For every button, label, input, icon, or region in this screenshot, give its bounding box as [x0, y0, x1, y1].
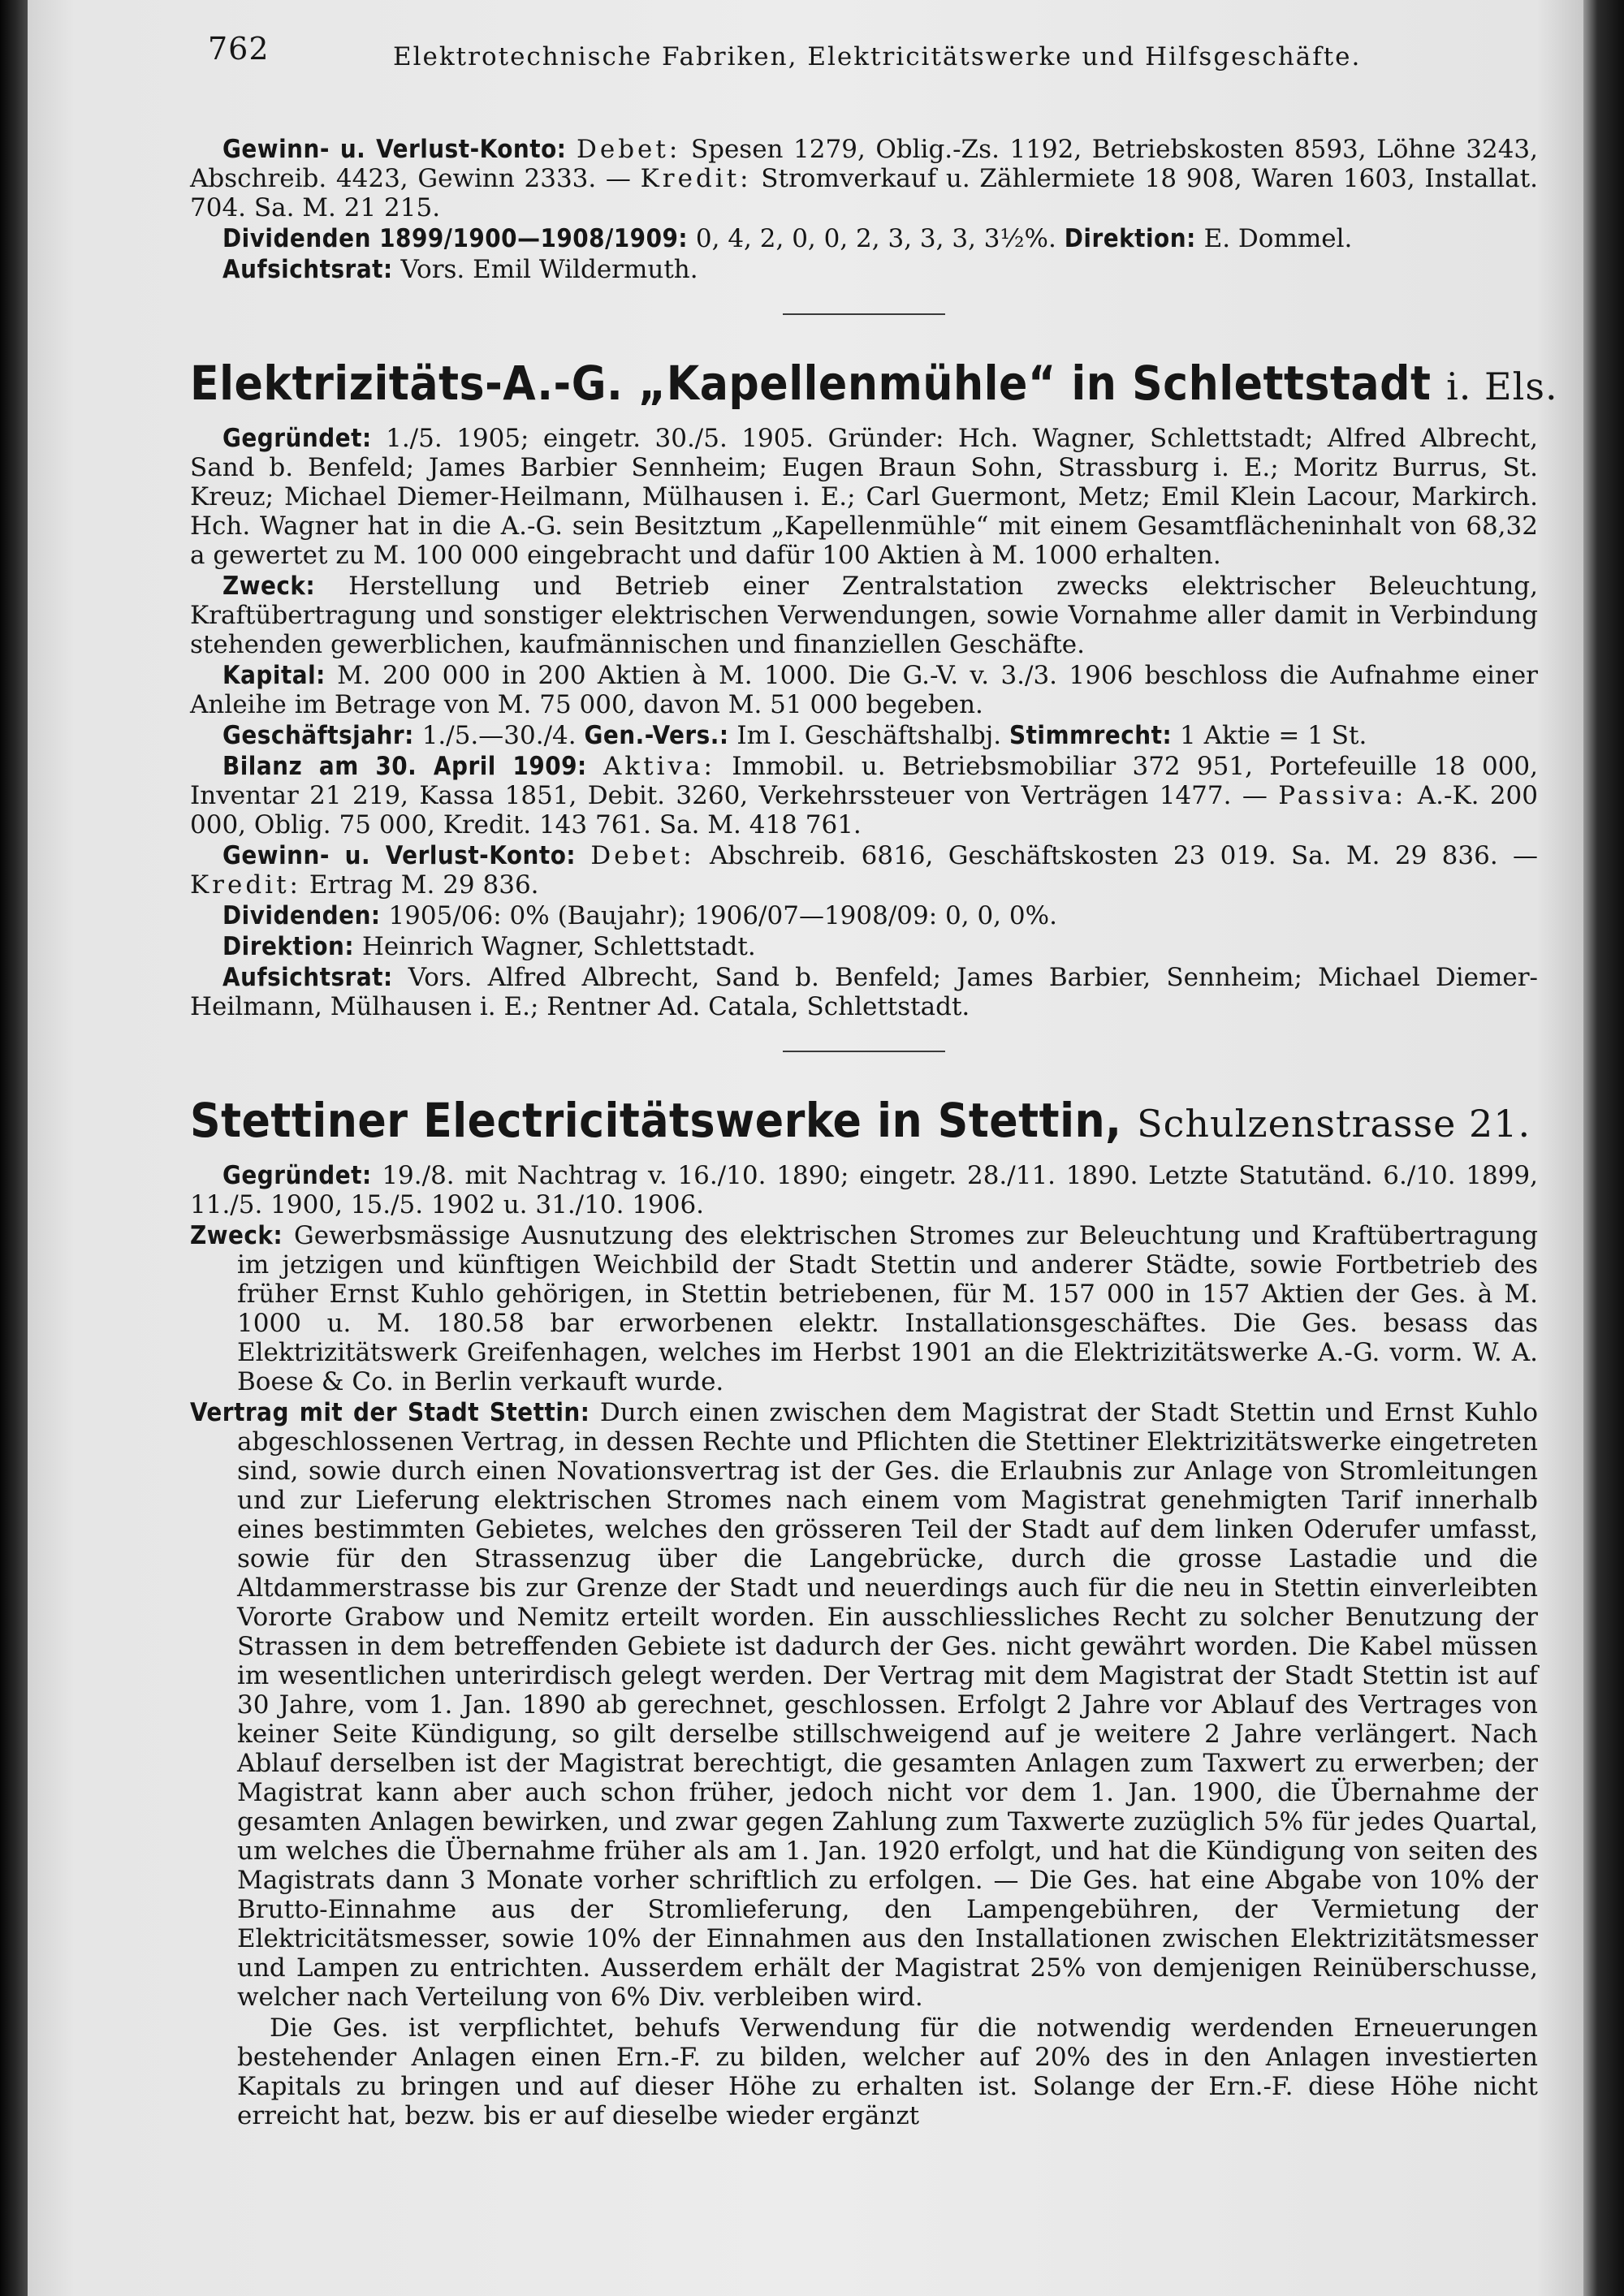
founded-label: Gegründet: — [222, 1161, 372, 1190]
balance-sheet — [190, 752, 1538, 839]
profit-loss-account — [190, 841, 1538, 900]
direction-label: Direktion: — [222, 932, 354, 961]
supervisory-board — [190, 963, 1538, 1021]
fiscal-year — [190, 721, 1538, 750]
dividends-label: Dividenden 1899/1900—1908/1909: — [222, 224, 689, 253]
capital-label: Kapital: — [222, 661, 326, 690]
purpose — [190, 572, 1538, 659]
company-entry-stettin — [190, 1094, 1538, 2130]
founded-text: 1./5. 1905; eingetr. 30./5. 1905. Gründer: Hch. Wagner, Schlettstadt; Alfred Albrecht, Sand b. Benfeld; James Barbier Sennheim; Eugen Braun Sohn, Strassburg i. E.; Moritz Burrus, St. Kreuz; Michael Diemer-Heilmann, Mülhausen i. E.; Carl Guermont, Metz; Emil Klein Lacour, Markirch. Hch. Wagner hat in die A.-G. sein Besitztum „Kapellenmühle“ mit einem Gesamtflächeninhalt von 68,32 a gewertet zu M. 100 000 eingebracht und dafür 100 Aktien à M. 1000 erhalten. — [190, 424, 1538, 570]
contract-label: Vertrag mit der Stadt Stettin: — [190, 1398, 590, 1427]
page-content — [190, 31, 1558, 2132]
renewal-fund-paragraph: Die Ges. ist verpflichtet, behufs Verwendung für die notwendig werdenden Erneuerungen bestehender Anlagen einen Ern.-F. zu bilden, welcher auf 20% des in den Anlagen investierten Kapitals zu bringen und auf dieser Höhe zu erhalten ist. Solange der Ern.-F. diese Höhe nicht erreicht hat, bezw. bis er auf dieselbe wieder ergänzt — [237, 2013, 1538, 2130]
running-head — [190, 31, 1538, 81]
supervisory-board-text: Vors. Emil Wildermuth. — [400, 255, 698, 284]
assets-text: Immobil. u. Betriebsmobiliar 372 951, Portefeuille 18 000, Inventar 21 219, Kassa 1851, Debit. 3260, Verkehrssteuer von Verträgen 1477. — — [190, 752, 1538, 810]
founded — [190, 1161, 1538, 1219]
liabilities-label: Passiva: — [1278, 781, 1407, 810]
purpose — [190, 1221, 1538, 1396]
founded-label: Gegründet: — [222, 424, 372, 453]
company-name: Elektrizitäts-A.-G. „Kapellenmühle“ in Schlettstadt — [190, 356, 1432, 411]
company-heading — [190, 1094, 1538, 1150]
dividends-text: 1905/06: 0% (Baujahr); 1906/07—1908/09: 0, 0, 0%. — [388, 901, 1057, 930]
credit-label: Kredit: — [640, 164, 752, 193]
credit-text: Stromverkauf u. Zählermiete 18 908, Waren 1603, Installat. 704. Sa. M. 21 215. — [190, 164, 1538, 222]
supervisory-board-label: Aufsichtsrat: — [222, 255, 393, 284]
supervisory-board-label: Aufsichtsrat: — [222, 963, 393, 992]
supervisory-board-text: Vors. Alfred Albrecht, Sand b. Benfeld; James Barbier, Sennheim; Michael Diemer-Heilmann, Mülhausen i. E.; Rentner Ad. Catala, Schlettstadt. — [190, 963, 1539, 1021]
purpose-text: Herstellung und Betrieb einer Zentralstation zwecks elektrischer Beleuchtung, Kraftübertragung und sonstiger elektrischen Verwendungen, sowie Vornahme aller damit in Verbindung stehenden gewerblichen, kaufmännischen und finanziellen Geschäfte. — [190, 572, 1538, 659]
founded-text: 19./8. mit Nachtrag v. 16./10. 1890; eingetr. 28./11. 1890. Letzte Statutänd. 6./10. 1899, 11./5. 1900, 15./5. 1902 u. 31./10. 1906. — [190, 1161, 1538, 1219]
section-divider — [783, 1051, 945, 1052]
direction-text: E. Dommel. — [1203, 224, 1353, 253]
capital-text: M. 200 000 in 200 Aktien à M. 1000. Die G.-V. v. 3./3. 1906 beschloss die Aufnahme einer Anleihe im Betrage von M. 75 000, davon M. 51 000 begeben. — [190, 661, 1538, 719]
capital — [190, 661, 1538, 719]
profit-loss-label: Gewinn- u. Verlust-Konto: — [222, 135, 567, 164]
company-address: Schulzenstrasse 21. — [1137, 1102, 1531, 1146]
direction-text: Heinrich Wagner, Schlettstadt. — [361, 932, 756, 961]
assets-label: Aktiva: — [603, 752, 715, 781]
liabilities-text: A.-K. 200 000, Oblig. 75 000, Kredit. 143 761. Sa. M. 418 761. — [190, 781, 1538, 839]
purpose-label: Zweck: — [190, 1221, 283, 1250]
credit-text: Ertrag M. 29 836. — [309, 870, 539, 900]
contract-with-city — [190, 1398, 1538, 2012]
dividends-label: Dividenden: — [222, 901, 381, 930]
general-meeting-text: Im I. Geschäftshalbj. — [736, 721, 1002, 750]
fiscal-year-label: Geschäftsjahr: — [222, 721, 414, 750]
supervisory-board — [190, 255, 1538, 284]
debit-label: Debet: — [577, 135, 681, 164]
purpose-text: Gewerbsmässige Ausnutzung des elektrischen Stromes zur Beleuchtung und Kraftübertragung im jetzigen und künftigen Weichbild der Stadt Stettin und anderer Städte, sowie Fortbetrieb des früher Ernst Kuhlo gehörigen, in Stettin betriebenen, für M. 157 000 in 157 Aktien der Ges. à M. 1000 u. M. 180.58 bar erworbenen elektr. Installationsgeschäftes. Die Ges. besass das Elektrizitätswerk Greifenhagen, welches im Herbst 1901 an die Elektrizitätswerke A.-G. vorm. W. A. Boese & Co. in Berlin verkauft wurde. — [237, 1221, 1538, 1396]
company-location: i. Els. — [1446, 365, 1558, 408]
profit-loss-label: Gewinn- u. Verlust-Konto: — [222, 841, 577, 870]
direction — [190, 932, 1538, 961]
purpose-label: Zweck: — [222, 572, 316, 601]
contract-text: Durch einen zwischen dem Magistrat der Stadt Stettin und Ernst Kuhlo abgeschlossenen Vertrag, in dessen Rechte und Pflichten die Stettiner Elektrizitätswerke eingetreten sind, sowie durch einen Novationsvertrag ist der Ges. die Erlaubnis zur Anlage von Stromleitungen und zur Lieferung elektrischen Stromes nach einem vom Magistrat genehmigten Tarif innerhalb eines bestimmten Gebietes, welches den grösseren Teil der Stadt auf dem linken Oderufer umfasst, sowie für den Strassenzug über die Langebrücke, durch die grosse Lastadie und die Altdammerstrasse bis zur Grenze der Stadt und neuerdings auch für die neu in Stettin einverleibten Vororte Grabow und Nemitz erteilt worden. Ein ausschliessliches Recht zu solcher Benutzung der Strassen in dem betreffenden Gebiete ist dadurch der Ges. nicht gewährt worden. Die Kabel müssen im wesentlichen unterirdisch gelegt werden. Der Vertrag mit dem Magistrat der Stadt Stettin ist auf 30 Jahre, vom 1. Jan. 1890 ab gerechnet, geschlossen. Erfolgt 2 Jahre vor Ablauf des Vertrages von keiner Seite Kündigung, so gilt derselbe stillschweigend auf je weitere 2 Jahre verlängert. Nach Ablauf derselben ist der Magistrat berechtigt, die gesamten Anlagen zum Taxwert zu erwerben; der Magistrat kann aber auch schon früher, jedoch nicht vor dem 1. Jan. 1900, die Übernahme der gesamten Anlagen bewirken, und zwar gegen Zahlung zum Taxwerte zuzüglich 5% für jedes Quartal, um welches die Übernahme früher als am 1. Jan. 1920 erfolgt, und hat die Kündigung von seiten des Magistrats dann 3 Monate vorher schriftlich zu erfolgen. — Die Ges. hat eine Abgabe von 10% der Brutto-Einnahme aus der Stromlieferung, den Lampengebühren, der Vermietung der Elektricitätsmesser, sowie 10% der Einnahmen aus den Installationen zwischen Elektrizitätsmesser und Lampen zu entrichten. Ausserdem erhält der Magistrat 25% von demjenigen Reinüberschusse, welcher nach Verteilung von 6% Div. verbleiben wird. — [237, 1398, 1539, 2012]
scan-border-right — [1583, 0, 1624, 2296]
fiscal-year-text: 1./5.—30./4. — [421, 721, 577, 750]
company-entry-kapellenmuehle — [190, 356, 1558, 1021]
debit-label: Debet: — [590, 841, 695, 870]
running-head-title: Elektrotechnische Fabriken, Elektricitätswerke und Hilfsgeschäfte. — [393, 42, 1362, 71]
section-divider — [783, 313, 945, 315]
credit-label: Kredit: — [190, 870, 301, 900]
debit-text: Spesen 1279, Oblig.-Zs. 1192, Betriebskosten 8593, Löhne 3243, Abschreib. 4423, Gewinn 2333. — — [190, 135, 1539, 193]
scan-border-left — [0, 0, 28, 2296]
founded — [190, 424, 1538, 570]
company-heading — [190, 356, 1558, 412]
dividends — [190, 224, 1538, 253]
book-page — [28, 0, 1583, 2296]
page-number: 762 — [208, 31, 270, 67]
dividends — [190, 901, 1538, 930]
balance-sheet-label: Bilanz am 30. April 1909: — [222, 752, 587, 781]
direction-label: Direktion: — [1064, 224, 1196, 253]
debit-text: Abschreib. 6816, Geschäftskosten 23 019. Sa. M. 29 836. — — [710, 841, 1539, 870]
general-meeting-label: Gen.-Vers.: — [584, 721, 729, 750]
dividends-text: 0, 4, 2, 0, 0, 2, 3, 3, 3, 3½%. — [695, 224, 1056, 253]
previous-entry-tail — [190, 135, 1538, 284]
voting-right-text: 1 Aktie = 1 St. — [1180, 721, 1367, 750]
company-name: Stettiner Electricitätswerke in Stettin, — [190, 1093, 1122, 1148]
voting-right-label: Stimmrecht: — [1009, 721, 1173, 750]
profit-loss-account — [190, 135, 1538, 222]
